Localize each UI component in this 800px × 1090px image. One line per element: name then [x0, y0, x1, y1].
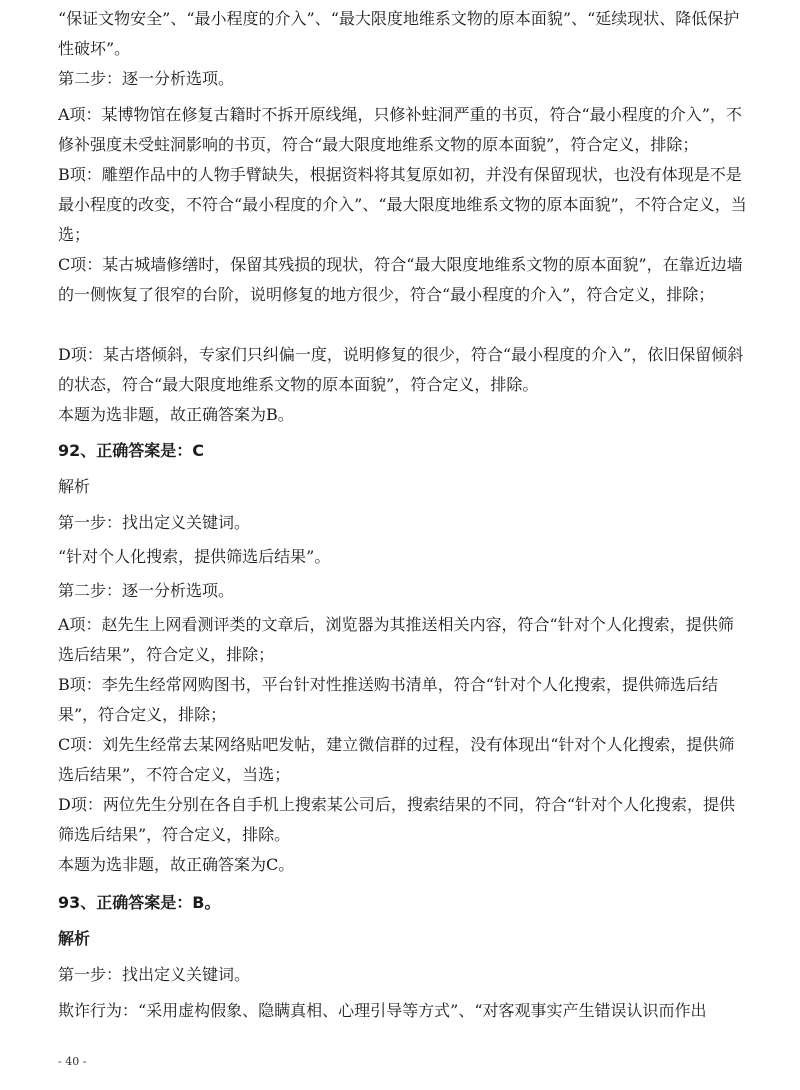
option-d-analysis: D项：两位先生分别在各自手机上搜索某公司后，搜索结果的不同，符合“针对个人化搜索，提供筛选后结果”，符合定义，排除。	[58, 795, 736, 844]
option-c-analysis: C项：某古城墙修缮时，保留其残损的现状，符合“最大限度地维系文物的原本面貌”，在靠近边墙的一侧恢复了很窄的台阶，说明修复的地方很少，符合“最小程度的介入”，符合定义，排除；	[58, 255, 743, 304]
option-c-analysis: C项：刘先生经常去某网络贴吧发帖，建立微信群的过程，没有体现出“针对个人化搜索，提供筛选后结果”，不符合定义，当选；	[58, 735, 735, 784]
answer-conclusion: 本题为选非题，故正确答案为C。	[58, 855, 295, 874]
analysis-label: 解析	[58, 477, 91, 496]
page-number: - 40 -	[58, 1055, 87, 1068]
option-a-analysis: A项：赵先生上网看测评类的文章后，浏览器为其推送相关内容，符合“针对个人化搜索，提供筛选后结果”，符合定义，排除；	[58, 615, 734, 664]
option-b-analysis: B项：雕塑作品中的人物手臂缺失，根据资料将其复原如初，并没有保留现状，也没有体现是不是最小程度的改变，不符合“最小程度的介入”、“最大限度地维系文物的原本面貌”，不符合定义，当选；	[58, 165, 747, 244]
question-93-answer-heading: 93、正确答案是：B。	[58, 893, 221, 912]
step-two-heading: 第二步：逐一分析选项。	[58, 581, 235, 600]
question-92-answer-heading: 92、正确答案是：C	[58, 441, 205, 460]
definition-keywords: “针对个人化搜索，提供筛选后结果”。	[58, 547, 331, 566]
fraud-definition-keywords: 欺诈行为：“采用虚构假象、隐瞒真相、心理引导等方式”、“对客观事实产生错误认识而作出	[58, 1001, 707, 1020]
option-a-analysis: A项：某博物馆在修复古籍时不拆开原线绳，只修补蛀洞严重的书页，符合“最小程度的介入”，不修补强度未受蛀洞影响的书页，符合“最大限度地维系文物的原本面貌”，符合定义，排除；	[58, 105, 742, 154]
option-b-analysis: B项：李先生经常网购图书，平台针对性推送购书清单，符合“针对个人化搜索，提供筛选后结果”，符合定义，排除；	[58, 675, 718, 724]
step-one-heading: 第一步：找出定义关键词。	[58, 513, 251, 532]
paragraph-definition-keywords: “保证文物安全”、“最小程度的介入”、“最大限度地维系文物的原本面貌”、“延续现状、降低保护性破坏”。	[58, 9, 740, 58]
answer-conclusion: 本题为选非题，故正确答案为B。	[58, 405, 294, 424]
step-two-heading: 第二步：逐一分析选项。	[58, 69, 235, 88]
analysis-label: 解析	[58, 929, 91, 948]
option-d-analysis: D项：某古塔倾斜，专家们只纠偏一度，说明修复的很少，符合“最小程度的介入”，依旧保留倾斜的状态，符合“最大限度地维系文物的原本面貌”，符合定义，排除。	[58, 345, 744, 394]
step-one-heading: 第一步：找出定义关键词。	[58, 965, 251, 984]
